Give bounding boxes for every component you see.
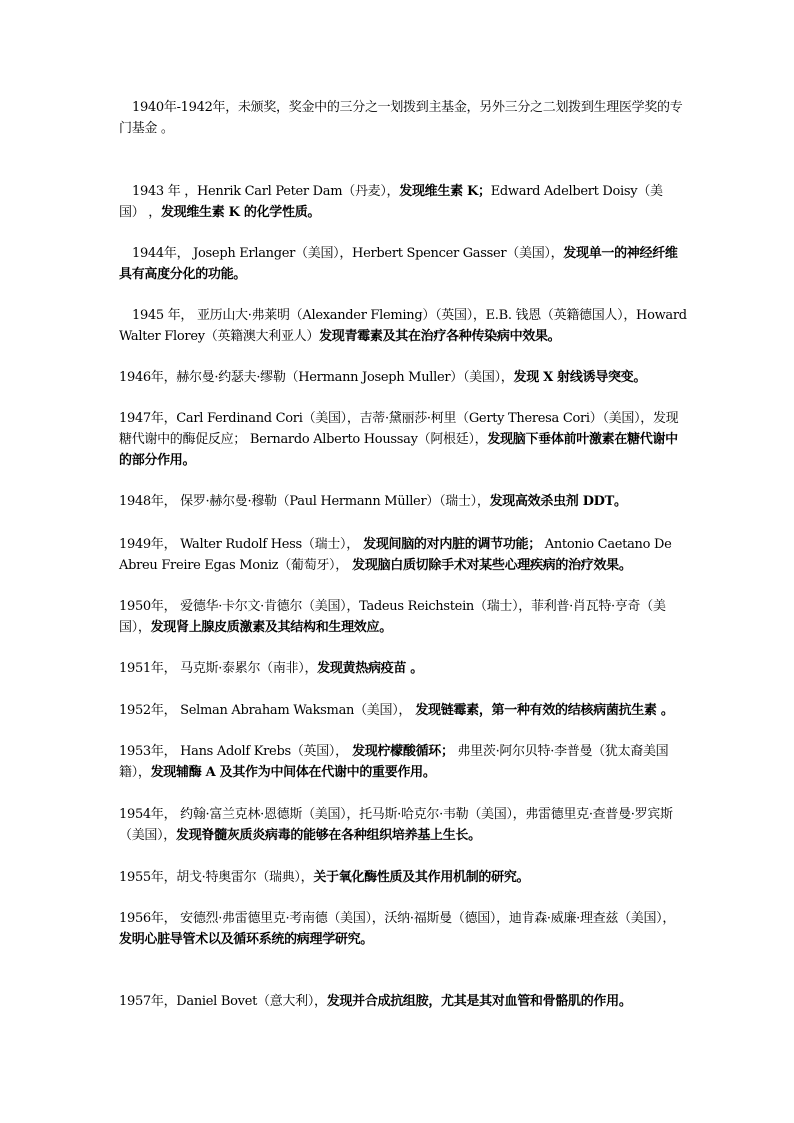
entry-text: 1944年， Joseph Erlanger（美国），Herbert Spencer Gasser（美国），	[132, 246, 564, 261]
entry-finding-2: 发现维生素 K 的化学性质。	[160, 205, 321, 220]
entry-finding: 发现青霉素及其在治疗各种传染病中效果。	[319, 329, 561, 344]
entry-text: 1946年，赫尔曼·约瑟夫·缪勒（Hermann Joseph Muller）（美国），	[119, 370, 514, 385]
entry-1947	[119, 408, 687, 471]
entry-text: 1957年，Daniel Bovet（意大利），	[119, 994, 327, 1009]
entry-text: 1948年， 保罗·赫尔曼·穆勒（Paul Hermann Müller）（瑞士），	[119, 494, 490, 509]
entry-finding: 发现高效杀虫剂 DDT。	[489, 494, 627, 509]
entry-1944	[119, 243, 687, 285]
entry-finding: 发现黄热病疫苗 。	[317, 661, 423, 676]
entry-finding: 发现肾上腺皮质激素及其结构和生理效应。	[150, 620, 392, 635]
entry-finding: 关于氧化酶性质及其作用机制的研究。	[313, 870, 530, 885]
entry-text: 1956年， 安德烈·弗雷德里克·考南德（美国），沃纳·福斯曼（德国），迪肯森·威廉·理查兹（美国），	[119, 911, 676, 926]
entry-text: 1954年， 约翰·富兰克林·恩德斯（美国），托马斯·哈克尔·韦勒（美国），弗雷德里克·查普曼·罗宾斯（美国），	[119, 807, 673, 843]
entry-1957	[119, 991, 687, 1012]
entry-1953	[119, 741, 687, 783]
entry-finding-2: 发现辅酶 A 及其作为中间体在代谢中的重要作用。	[150, 765, 436, 780]
entry-1940	[119, 97, 687, 139]
entry-text: 1943 年 ，Henrik Carl Peter Dam（丹麦），	[132, 184, 400, 199]
entry-text: 1949年， Walter Rudolf Hess（瑞士），	[119, 537, 359, 552]
entry-text: 1953年， Hans Adolf Krebs（英国），	[119, 744, 348, 759]
entry-finding: 发现单一的神经纤维具有高度分化的功能。	[119, 246, 678, 282]
entry-1955	[119, 867, 687, 888]
entry-finding: 发现并合成抗组胺，尤其是其对血管和骨骼肌的作用。	[326, 994, 632, 1009]
entry-text: 1950年， 爱德华·卡尔文·肯德尔（美国），Tadeus Reichstein（瑞士），菲利普·肖瓦特·亨奇（美国），	[119, 599, 666, 635]
entry-1949	[119, 534, 687, 576]
entry-1952	[119, 700, 687, 721]
entry-1954	[119, 804, 687, 846]
entry-1945	[119, 305, 687, 347]
entry-finding: 发现脊髓灰质炎病毒的能够在各种组织培养基上生长。	[176, 828, 481, 843]
entry-1943	[119, 181, 687, 223]
entry-finding: 发现间脑的对内脏的调节功能；	[358, 537, 541, 552]
entry-1950	[119, 596, 687, 638]
entry-finding: 发现维生素 K；	[399, 184, 491, 199]
entry-text-2: Antonio Caetano De Abreu Freire Egas Moniz（葡萄牙），	[119, 537, 672, 573]
entry-1946	[119, 367, 687, 388]
entry-text: 1955年，胡戈·特奥雷尔（瑞典），	[119, 870, 314, 885]
entry-text: 1947年，Carl Ferdinand Cori（美国），吉蒂·黛丽莎·柯里（Gerty Theresa Cori）（美国），发现糖代谢中的酶促反应； Bernardo Alberto Houssay（阿根廷），	[119, 411, 679, 447]
entry-finding: 发现脑下垂体前叶激素在糖代谢中的部分作用。	[119, 432, 678, 468]
entry-1956	[119, 908, 687, 950]
entry-text: 1951年， 马克斯·泰累尔（南非），	[119, 661, 318, 676]
entry-text-2: 弗里茨·阿尔贝特·李普曼（犹太裔美国籍），	[119, 744, 669, 780]
entry-text: 1945 年， 亚历山大·弗莱明（Alexander Fleming）（英国），E.B. 钱恩（英籍德国人），Howard Walter Florey（英籍澳大利亚人）	[119, 308, 687, 344]
entry-finding: 发明心脏导管术以及循环系统的病理学研究。	[119, 932, 374, 947]
entry-finding-2: 发现脑白质切除手术对某些心理疾病的治疗效果。	[347, 558, 632, 573]
entry-finding: 发现柠檬酸循环；	[347, 744, 454, 759]
entry-text: 1952年， Selman Abraham Waksman（美国），	[119, 703, 412, 718]
entry-finding: 发现 X 射线诱导突变。	[513, 370, 647, 385]
entry-text-2: Edward Adelbert Doisy（美国） ，	[119, 184, 663, 220]
entry-finding: 发现链霉素，第一种有效的结核病菌抗生素 。	[411, 703, 674, 718]
entry-text: 1940年-1942年，未颁奖，奖金中的三分之一划拨到主基金，另外三分之二划拨到生理医学奖的专门基金 。	[119, 100, 683, 136]
entry-1948	[119, 491, 687, 512]
entry-1951	[119, 658, 687, 679]
